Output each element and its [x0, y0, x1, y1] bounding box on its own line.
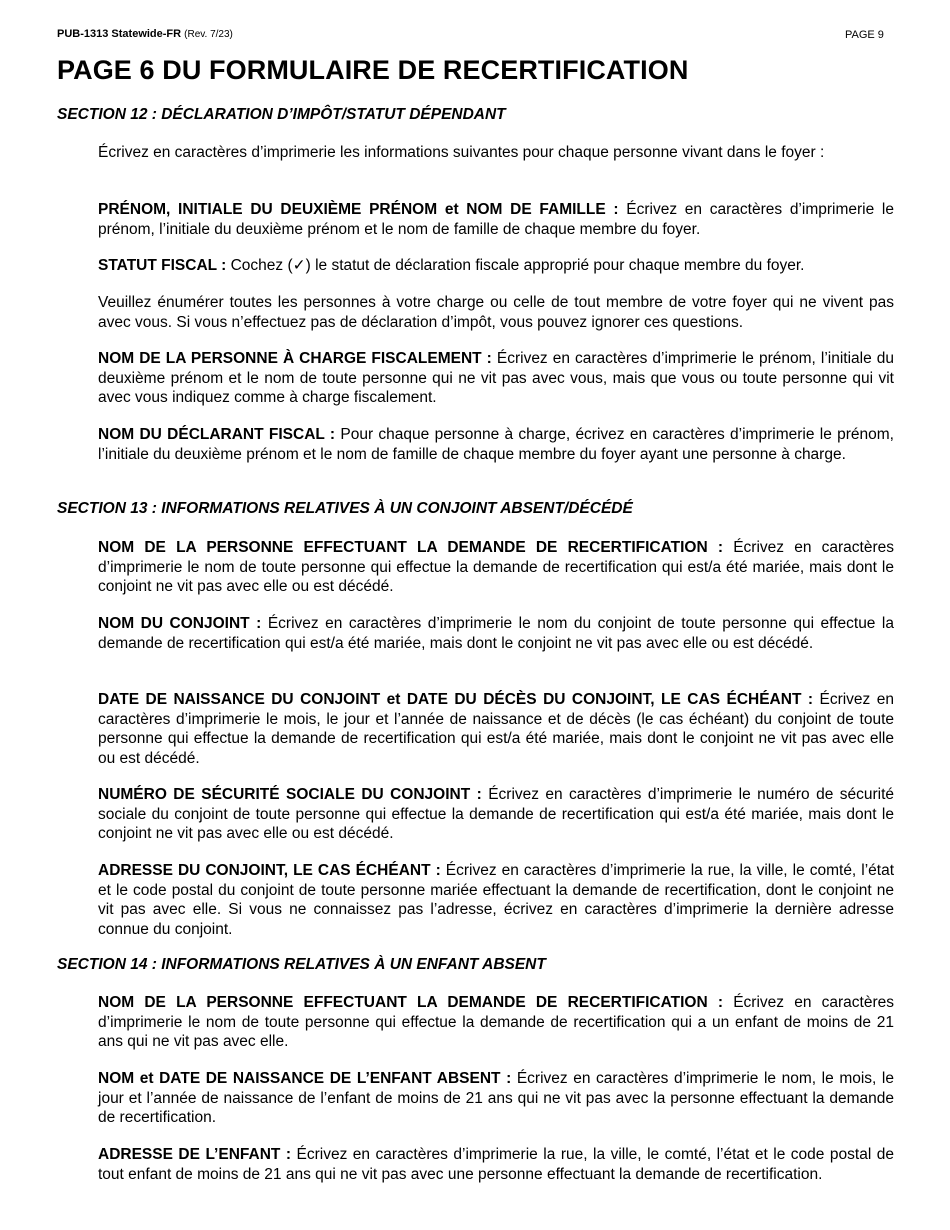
page-title: PAGE 6 DU FORMULAIRE DE RECERTIFICATION — [57, 55, 689, 85]
section-12-name-instruction — [98, 200, 894, 239]
section-12-filer-instruction — [98, 425, 894, 464]
section-12-heading: SECTION 12 : DÉCLARATION D’IMPÔT/STATUT DÉPENDANT — [57, 106, 506, 123]
section-13-heading: SECTION 13 : INFORMATIONS RELATIVES À UN CONJOINT ABSENT/DÉCÉDÉ — [57, 500, 633, 517]
spouse-address-label: ADRESSE DU CONJOINT, LE CAS ÉCHÉANT : — [98, 862, 441, 879]
spouse-dates-text: Écrivez en caractères d’imprimerie le mois, le jour et l’année de naissance et de décès (le cas échéant) du conjoint de toute personne qui effectue la demande de recertification qui est/a été mariée, mais dont le conjoint ne vit pas avec elle ou est décédé. — [98, 691, 894, 767]
applicant-text: Écrivez en caractères d’imprimerie le nom de toute personne qui effectue la demande de recertification qui a un enfant de moins de 21 ans qui ne vit pas avec elle. — [98, 994, 894, 1050]
form-id — [57, 28, 233, 40]
spouse-dates-label: DATE DE NAISSANCE DU CONJOINT et DATE DU DÉCÈS DU CONJOINT, LE CAS ÉCHÉANT : — [98, 691, 814, 708]
section-14-applicant-instruction — [98, 993, 894, 1052]
section-14-heading: SECTION 14 : INFORMATIONS RELATIVES À UN ENFANT ABSENT — [57, 956, 546, 973]
section-14-child-instruction — [98, 1069, 894, 1128]
section-13-spouse-name-instruction — [98, 614, 894, 653]
applicant-label: NOM DE LA PERSONNE EFFECTUANT LA DEMANDE DE RECERTIFICATION : — [98, 539, 724, 556]
section-12-dependent-instruction — [98, 349, 894, 408]
page-number: PAGE 9 — [845, 29, 884, 41]
dependent-label: NOM DE LA PERSONNE À CHARGE FISCALEMENT : — [98, 350, 492, 367]
tax-status-text: Cochez (✓) le statut de déclaration fiscale approprié pour chaque membre du foyer. — [226, 257, 805, 274]
spouse-ssn-text: Écrivez en caractères d’imprimerie le numéro de sécurité sociale du conjoint de toute personne qui effectue la demande de recertification qui est/a été mariée, mais dont le conjoint ne vit pas avec elle ou est décédé. — [98, 786, 894, 842]
section-12-intro: Écrivez en caractères d’imprimerie les informations suivantes pour chaque personne vivant dans le foyer : — [98, 144, 825, 161]
name-text: Écrivez en caractères d’imprimerie le prénom, l’initiale du deuxième prénom et le nom de famille de chaque membre du foyer. — [98, 201, 894, 238]
spouse-address-text: Écrivez en caractères d’imprimerie la rue, la ville, le comté, l’état et le code postal du conjoint de toute personne mariée effectuant la demande de recertification, dont le conjoint ne vit pas avec elle. Si vous ne connaissez pas l’adresse, écrivez en caractères d’imprimerie la dernière adresse connue du conjoint. — [98, 862, 895, 938]
spouse-name-text: Écrivez en caractères d’imprimerie le nom du conjoint de toute personne qui effectue la demande de recertification qui est/a été mariée, mais dont le conjoint ne vit pas avec elle ou est décédé. — [98, 615, 894, 652]
section-14-child-address-instruction — [98, 1145, 894, 1184]
child-address-text: Écrivez en caractères d’imprimerie la rue, la ville, le comté, l’état et le code postal de tout enfant de moins de 21 ans qui ne vit pas avec une personne effectuant la demande de recertification. — [98, 1146, 894, 1183]
tax-status-label: STATUT FISCAL : — [98, 257, 227, 274]
spouse-name-label: NOM DU CONJOINT : — [98, 615, 262, 632]
applicant-text: Écrivez en caractères d’imprimerie le nom de toute personne qui effectue la demande de recertification qui est/a été mariée, mais dont le conjoint ne vit pas avec elle ou est décédé. — [98, 539, 894, 595]
filer-label: NOM DU DÉCLARANT FISCAL : — [98, 426, 336, 443]
section-13-spouse-ssn-instruction — [98, 785, 894, 844]
spouse-ssn-label: NUMÉRO DE SÉCURITÉ SOCIALE DU CONJOINT : — [98, 786, 482, 803]
section-12-dependents-note: Veuillez énumérer toutes les personnes à votre charge ou celle de tout membre de votre foyer qui ne vivent pas avec vous. Si vous n’effectuez pas de déclaration d’impôt, vous pouvez ignorer ces questions. — [98, 294, 894, 331]
form-revision: (Rev. 7/23) — [184, 29, 233, 40]
form-number: PUB-1313 Statewide-FR — [57, 28, 182, 40]
child-label: NOM et DATE DE NAISSANCE DE L’ENFANT ABSENT : — [98, 1070, 512, 1087]
applicant-label: NOM DE LA PERSONNE EFFECTUANT LA DEMANDE DE RECERTIFICATION : — [98, 994, 724, 1011]
section-13-applicant-instruction — [98, 538, 894, 597]
name-label: PRÉNOM, INITIALE DU DEUXIÈME PRÉNOM et NOM DE FAMILLE : — [98, 201, 619, 218]
child-address-label: ADRESSE DE L’ENFANT : — [98, 1146, 292, 1163]
section-13-spouse-address-instruction — [98, 861, 894, 939]
child-text: Écrivez en caractères d’imprimerie le nom, le mois, le jour et l’année de naissance de l’enfant de moins de 21 ans qui ne vit pas avec la personne effectuant la demande de recertification. — [98, 1070, 894, 1126]
filer-text: Pour chaque personne à charge, écrivez en caractères d’imprimerie le prénom, l’initiale du deuxième prénom et le nom de famille de chaque membre du foyer ayant une personne à charge. — [98, 426, 894, 463]
section-12-tax-status-instruction — [98, 256, 894, 276]
dependent-text: Écrivez en caractères d’imprimerie le prénom, l’initiale du deuxième prénom et le nom de toute personne qui ne vit pas avec vous, mais que vous ou toute personne qui vit avec vous indiquez comme à charge fiscalement. — [98, 350, 894, 406]
section-13-spouse-dates-instruction — [98, 690, 894, 768]
